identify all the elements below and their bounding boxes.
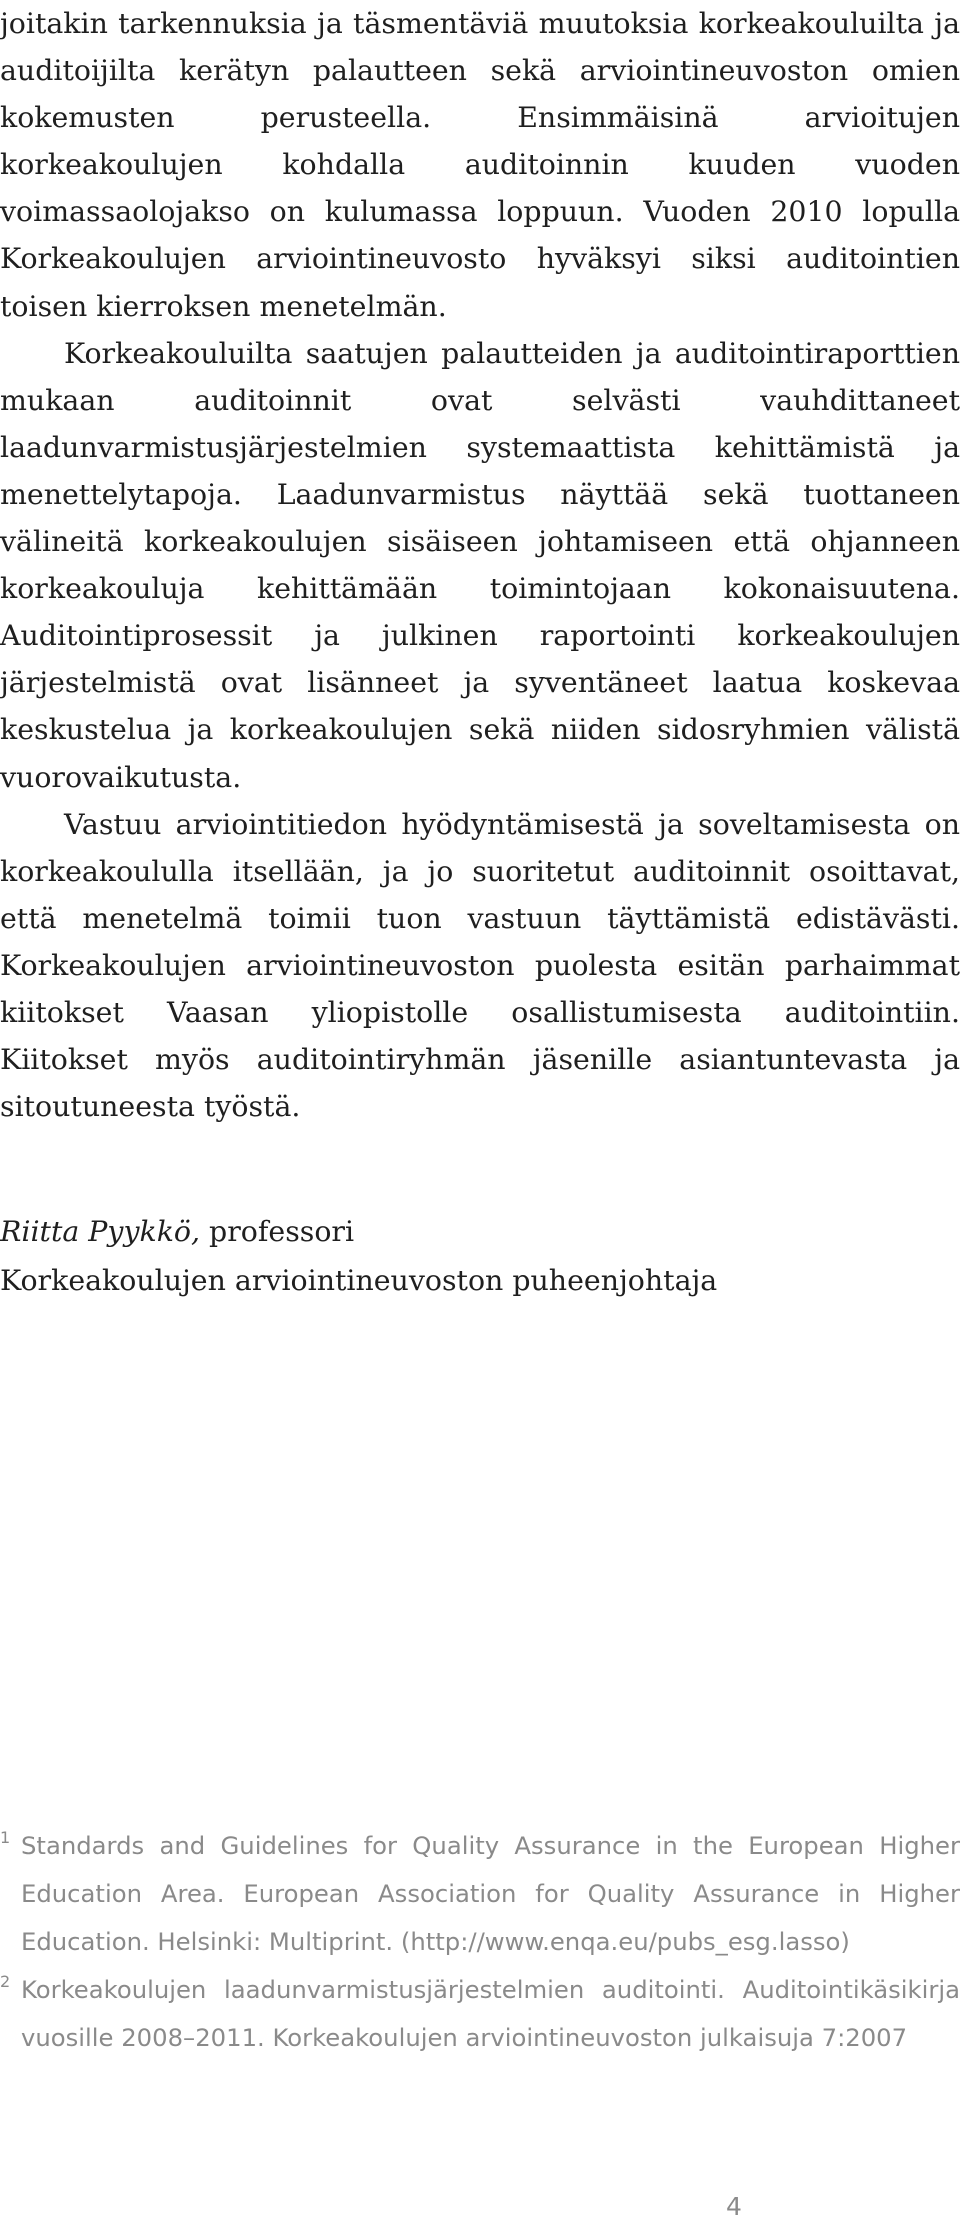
signer-role: Korkeakoulujen arviointineuvoston puheenjohtaja xyxy=(0,1264,718,1297)
signer-title: professori xyxy=(200,1215,355,1248)
footnote-marker: 2 xyxy=(0,1972,11,1991)
signer-name: Riitta Pyykkö, xyxy=(0,1215,201,1248)
footnote-text: Korkeakoulujen laadunvarmistusjärjestelmien auditointi. Auditointikäsikirja vuosille 2008–2011. Korkeakoulujen arviointineuvoston julkaisuja 7:2007 xyxy=(21,1975,960,2052)
page-number: 4 xyxy=(726,2192,742,2221)
paragraph: Korkeakouluilta saatujen palautteiden ja auditointiraporttien mukaan auditoinnit ovat selvästi vauhdittaneet laadunvarmistusjärjestelmien systemaattista kehittämistä ja menettelytapoja. Laadunvarmistus näyttää sekä tuottaneen välineitä korkeakoulujen sisäiseen johtamiseen että ohjanneen korkeakouluja kehittämään toimintojaan kokonaisuutena. Auditointiprosessit ja julkinen raportointi korkeakoulujen järjestelmistä ovat lisänneet ja syventäneet laatua koskevaa keskustelua ja korkeakoulujen sekä niiden sidosryhmien välistä vuorovaikutusta. xyxy=(0,336,960,794)
signature-block xyxy=(0,1207,960,1305)
footnote-marker: 1 xyxy=(0,1828,11,1847)
paragraph: Vastuu arviointitiedon hyödyntämisestä ja soveltamisesta on korkeakoululla itsellään, ja jo suoritetut auditoinnit osoittavat, että menetelmä toimii tuon vastuun täyttämistä edistävästi. Korkeakoulujen arviointineuvoston puolesta esitän parhaimmat kiitokset Vaasan yliopistolle osallistumisesta auditointiin. Kiitokset myös auditointiryhmän jäsenille asiantuntevasta ja sitoutuneesta työstä. xyxy=(0,807,960,1124)
footnote xyxy=(0,1822,960,1966)
paragraph: joitakin tarkennuksia ja täsmentäviä muutoksia korkeakouluilta ja auditoijilta kerätyn palautteen sekä arviointineuvoston omien kokemusten perusteella. Ensimmäisinä arvioitujen korkeakoulujen kohdalla auditoinnin kuuden vuoden voimassaolojakso on kulumassa loppuun. Vuoden 2010 lopulla Korkeakoulujen arviointineuvosto hyväksyi siksi auditointien toisen kierroksen menetelmän. xyxy=(0,7,960,323)
footnotes xyxy=(0,1822,960,2062)
footnote xyxy=(0,1966,960,2062)
signer-line xyxy=(0,1207,960,1256)
footnote-text: Standards and Guidelines for Quality Assurance in the European Higher Education Area. European Association for Quality Assurance in Higher Education. Helsinki: Multiprint. (http://www.enqa.eu/pubs_esg.lasso) xyxy=(21,1831,960,1956)
